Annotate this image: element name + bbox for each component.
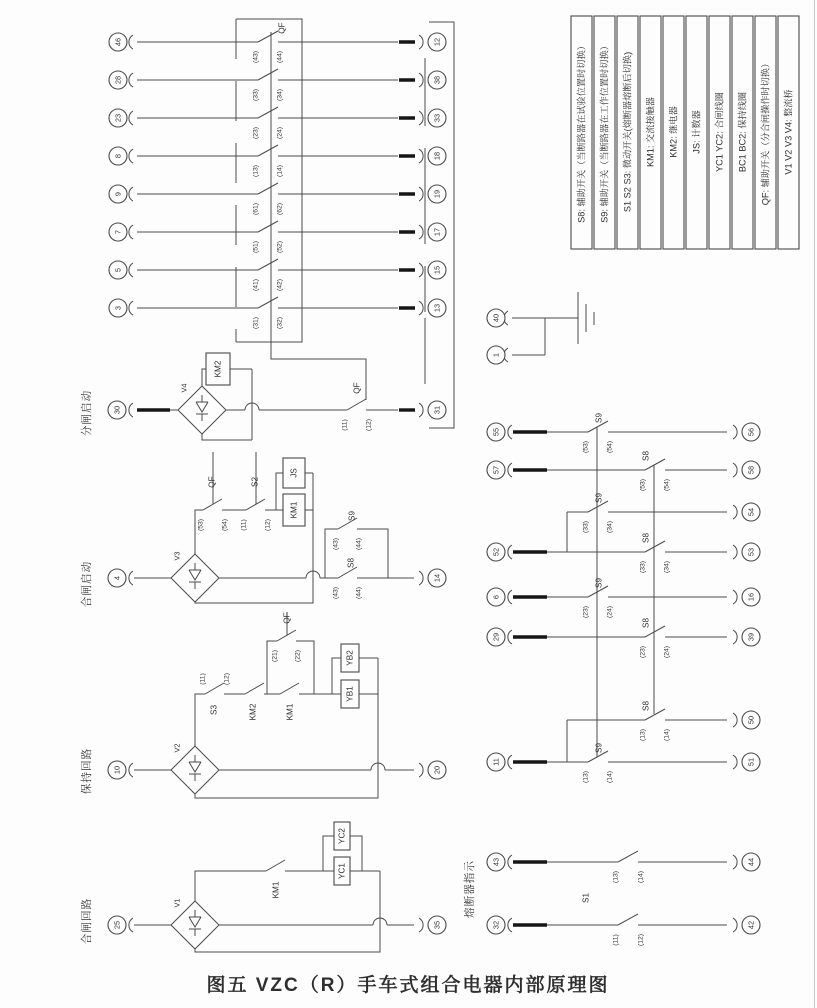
- contact-label: (12): [223, 672, 231, 686]
- contact-label: (23): [582, 605, 590, 619]
- legend-entry: KM2: 继电器: [668, 106, 679, 158]
- contact-label: (33): [639, 560, 647, 574]
- holding-circuit-section: [80, 612, 446, 798]
- contact-label: (53): [639, 478, 647, 492]
- terminal-number: 52: [491, 547, 501, 557]
- terminal-number: 4: [112, 575, 122, 581]
- terminal-number: 51: [746, 757, 756, 767]
- right-connector-arc: [419, 571, 423, 585]
- qf-linkage-line: [271, 32, 366, 400]
- opening-start-section: [80, 353, 446, 440]
- s1-switch-label: S1: [581, 892, 591, 904]
- s9-switch-label: S9: [594, 492, 604, 504]
- ground-node: [487, 292, 594, 364]
- diode-icon: [189, 755, 201, 781]
- levers: [618, 851, 638, 925]
- right-connector-arc: [419, 403, 423, 417]
- km1-label: KM1: [289, 501, 299, 519]
- s3-switch-label: S3: [209, 704, 219, 716]
- terminal-number: 11: [491, 758, 501, 766]
- contact-label: (13): [582, 770, 590, 784]
- contact-label: (33): [252, 88, 260, 102]
- s9-switch-label: S9: [594, 742, 604, 754]
- legend-entry: S8: 辅助开关（当断路器在试验位置时切换）: [576, 41, 587, 223]
- legend: [571, 16, 799, 249]
- yb2-label: YB2: [345, 650, 355, 666]
- contact-label: (14): [606, 770, 614, 784]
- terminal-number: 35: [432, 920, 442, 930]
- contact-label: (43): [252, 50, 260, 64]
- km1-lever: [266, 860, 285, 871]
- left-stubs: [513, 432, 547, 762]
- terminal-number: 5: [113, 267, 123, 273]
- terminal-number: 10: [112, 765, 122, 775]
- closing-start-section: [80, 452, 446, 607]
- terminal-number: 57: [491, 465, 501, 475]
- terminal-number: 44: [746, 857, 756, 867]
- contact-label: (54): [606, 440, 614, 454]
- s8-switch-label: S8: [346, 557, 356, 569]
- legend-entry: YC1 YC2: 合闸线圈: [714, 92, 725, 172]
- section-label: 合闸回路: [81, 897, 93, 945]
- terminal-number: 7: [113, 229, 123, 235]
- right-connector-arcs: [733, 425, 737, 769]
- terminal-number: 40: [491, 313, 501, 323]
- km1-switch-label: KM1: [285, 703, 295, 721]
- s8-switch-label: S8: [641, 450, 651, 462]
- diode-icon: [196, 395, 208, 421]
- legend-entry: JS: 计数器: [691, 110, 702, 154]
- contact-label: (54): [663, 478, 671, 492]
- contact-label: (13): [612, 870, 620, 884]
- legend-entry: QF: 辅助开关（分合闸操作时切换）: [760, 58, 771, 206]
- terminal-number: 20: [432, 765, 442, 775]
- contact-label: (41): [252, 278, 260, 292]
- s8-switch-label: S8: [641, 700, 651, 712]
- section-label: 合闸启动: [81, 560, 93, 608]
- terminal-number: 43: [491, 857, 501, 867]
- terminal-number: 55: [491, 427, 501, 437]
- qf-lever: [347, 399, 366, 410]
- diode-icon: [189, 910, 201, 936]
- qf-right-wires: [278, 42, 398, 308]
- contact-label: (44): [276, 50, 284, 64]
- qf-switch-label: QF: [282, 612, 292, 624]
- qf-contact-labels: [253, 51, 284, 329]
- terminal-number: 42: [746, 920, 756, 930]
- terminal-number: 15: [432, 265, 442, 275]
- contact-label: (52): [276, 240, 284, 254]
- terminal-number: 8: [113, 153, 123, 159]
- right-connector-arcs: [733, 855, 737, 932]
- right-wires: [638, 862, 727, 925]
- terminal-number: 16: [746, 592, 756, 602]
- yc1-label: YC1: [337, 863, 347, 879]
- aux-switch-rows: [487, 413, 760, 784]
- contact-label: (11): [341, 419, 349, 431]
- contact-label: (53): [582, 440, 590, 454]
- terminal-number: 1: [491, 352, 501, 358]
- s9-switch-label: S9: [347, 510, 357, 522]
- right-connector-arc: [419, 918, 423, 932]
- s9-switch-label: S9: [594, 577, 604, 589]
- figure-title: 图五 VZC（R）手车式组合电器内部原理图: [206, 975, 610, 996]
- qf-right-stubs: [399, 42, 415, 308]
- levers: [588, 421, 665, 762]
- bridge-label: V1: [172, 898, 182, 908]
- qf-aux-switch-block: [109, 19, 446, 400]
- contact-label: (14): [276, 164, 284, 178]
- contact-label: (44): [355, 537, 363, 551]
- qf-switch-label: QF: [352, 382, 362, 394]
- right-connector-arcs: [419, 35, 423, 315]
- left-stubs: [513, 862, 547, 925]
- terminal-number: 31: [432, 405, 442, 415]
- contact-label: (32): [276, 316, 284, 330]
- qf-switch-label: QF: [207, 476, 217, 488]
- contact-label: (61): [252, 202, 260, 216]
- terminal-number: 32: [491, 920, 501, 930]
- section-label: 熔断器指示: [464, 860, 476, 918]
- terminal-number: 19: [432, 189, 442, 199]
- contact-label: (23): [639, 645, 647, 659]
- contact-label: (24): [276, 126, 284, 140]
- contact-label: (34): [276, 88, 284, 102]
- contact-label: (34): [663, 560, 671, 574]
- terminal-number: 23: [113, 113, 123, 123]
- s8-switch-label: S8: [641, 617, 651, 629]
- contact-label: (51): [252, 240, 260, 254]
- s2-switch-label: S2: [250, 476, 260, 488]
- yb1-label: YB1: [345, 686, 355, 702]
- s8-switch-label: S8: [641, 532, 651, 544]
- left-connector-arc: [129, 403, 133, 417]
- right-connector-arc: [419, 763, 423, 777]
- terminal-number: 6: [491, 594, 501, 600]
- contact-label: (21): [271, 649, 279, 663]
- terminal-number: 9: [113, 191, 123, 197]
- terminal-number: 28: [113, 75, 123, 85]
- contact-label: (33): [582, 520, 590, 534]
- km2-label: KM2: [213, 360, 223, 378]
- contact-label: (12): [637, 933, 645, 947]
- terminal-number: 56: [746, 427, 756, 437]
- terminal-number: 39: [746, 632, 756, 642]
- bridge-label: V3: [172, 551, 182, 561]
- left-connector-arc: [129, 571, 133, 585]
- terminal-number: 46: [113, 37, 123, 47]
- contact-label: (44): [355, 586, 363, 600]
- contact-label: (12): [365, 418, 373, 432]
- yc2-label: YC2: [337, 828, 347, 844]
- terminal-number: 29: [491, 632, 501, 642]
- legend-entry: KM1: 交流接触器: [645, 97, 656, 167]
- qf-left-wires: [137, 42, 258, 308]
- contact-label: (54): [221, 518, 229, 532]
- legend-entry: S9: 辅助开关（当断路器在工作位置时切换）: [599, 41, 610, 223]
- contact-label: (11): [612, 934, 620, 946]
- km1-switch-label: KM1: [271, 881, 281, 899]
- terminal-number: 25: [112, 920, 122, 930]
- js-label: JS: [289, 468, 299, 478]
- contact-label: (14): [637, 870, 645, 884]
- contact-label: (53): [197, 518, 205, 532]
- terminal-number: 12: [432, 37, 442, 47]
- s9-branch-wires: [325, 529, 388, 578]
- km2-switch-label: KM2: [248, 703, 258, 721]
- legend-entry: BC1 BC2: 保持线圈: [737, 91, 748, 173]
- contact-label: (34): [606, 520, 614, 534]
- terminal-number: 50: [746, 715, 756, 725]
- contact-label: (14): [663, 728, 671, 742]
- section-label: 分闸启动: [81, 389, 93, 437]
- terminal-number: 17: [432, 227, 442, 237]
- contact-label: (24): [663, 645, 671, 659]
- ground-wires: [512, 318, 578, 355]
- fuse-indicator-section: [463, 851, 760, 946]
- contact-label: (11): [199, 673, 207, 685]
- left-connector-arc: [129, 763, 133, 777]
- terminal-number: 13: [432, 303, 442, 313]
- qf-box: [236, 19, 302, 342]
- contact-label: (13): [252, 164, 260, 178]
- s9-switch-label: S9: [594, 412, 604, 424]
- legend-entry: V1 V2 V3 V4: 整流桥: [783, 89, 794, 175]
- branch-wires: [195, 836, 380, 952]
- contact-label: (23): [252, 126, 260, 140]
- contact-label: (24): [606, 605, 614, 619]
- terminal-number: 18: [432, 151, 442, 161]
- terminal-number: 54: [746, 507, 756, 517]
- levers: [205, 630, 299, 694]
- left-connector-arcs: [129, 35, 133, 315]
- contact-label: (42): [276, 278, 284, 292]
- terminal-number: 38: [432, 75, 442, 85]
- diode-icon: [189, 563, 201, 589]
- contact-label: (13): [639, 728, 647, 742]
- terminal-number: 3: [113, 305, 123, 311]
- section-label: 保持回路: [81, 747, 93, 795]
- contact-label: (22): [294, 649, 302, 663]
- terminal-number: 14: [432, 573, 442, 583]
- contact-label: (43): [332, 537, 340, 551]
- contact-label: (11): [240, 519, 248, 531]
- qf-switch-levers: [258, 31, 278, 308]
- terminal-number: 30: [112, 405, 122, 415]
- bridge-label: V2: [172, 743, 182, 753]
- contact-label: (12): [264, 518, 272, 532]
- terminal-number: 33: [432, 113, 442, 123]
- terminal-number: 53: [746, 547, 756, 557]
- left-connector-arcs: [508, 855, 512, 932]
- closing-circuit-section: [80, 822, 446, 952]
- legend-entry: S1 S2 S3: 微动开关(熔断器熔断后切换): [622, 51, 633, 213]
- km2-loop-wires: [202, 369, 252, 440]
- contact-label: (62): [276, 202, 284, 216]
- contact-label: (43): [332, 586, 340, 600]
- terminal-number: 58: [746, 465, 756, 475]
- left-connector-arc: [129, 918, 133, 932]
- bridge-label: V4: [179, 383, 189, 393]
- left-connector-arcs: [508, 425, 512, 769]
- contact-label: (31): [252, 316, 260, 330]
- qf-block-label: QF: [277, 22, 287, 34]
